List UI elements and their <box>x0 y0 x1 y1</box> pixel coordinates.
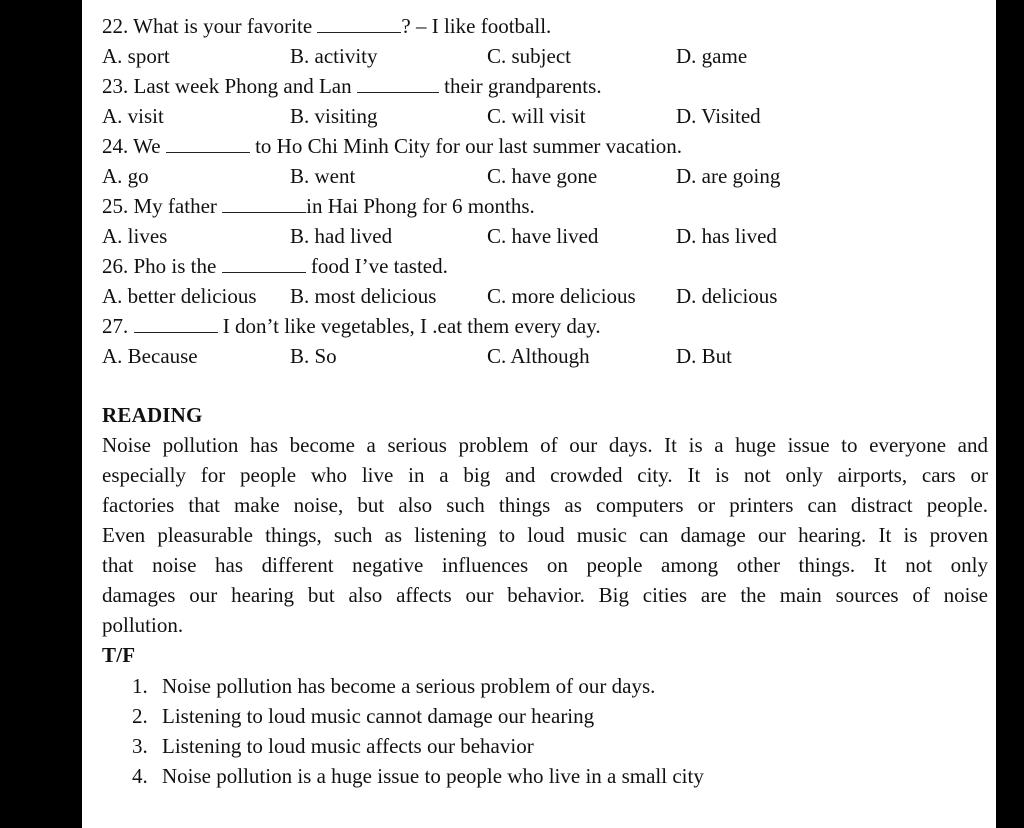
answer-blank <box>222 255 306 273</box>
answer-blank <box>357 75 439 93</box>
option-b: B. visiting <box>290 104 378 128</box>
options-23 <box>102 102 982 130</box>
tf-statement: Listening to loud music affects our behavior <box>162 734 534 758</box>
answer-blank <box>317 15 401 33</box>
tf-item <box>132 702 594 730</box>
question-24 <box>102 132 682 160</box>
question-text-end: to Ho Chi Minh City for our last summer vacation. <box>249 134 683 158</box>
question-text-start: 24. We <box>102 134 166 158</box>
question-text-end: ? – I like football. <box>401 14 552 38</box>
tf-number: 1. <box>132 674 148 698</box>
options-25 <box>102 222 982 250</box>
options-24 <box>102 162 982 190</box>
answer-blank <box>134 315 218 333</box>
question-27 <box>102 312 601 340</box>
option-d: D. delicious <box>676 284 778 308</box>
option-c: C. more delicious <box>487 284 636 308</box>
reading-passage <box>102 430 988 640</box>
question-text-end: food I’ve tasted. <box>305 254 448 278</box>
options-26 <box>102 282 982 310</box>
question-text-end: in Hai Phong for 6 months. <box>306 194 535 218</box>
option-b: B. went <box>290 164 356 188</box>
option-b: B. So <box>290 344 337 368</box>
option-d: D. Visited <box>676 104 761 128</box>
option-d: D. has lived <box>676 224 777 248</box>
question-text-end: their grandparents. <box>438 74 602 98</box>
tf-number: 3. <box>132 734 148 758</box>
option-b: B. had lived <box>290 224 393 248</box>
passage-line: especially for people who live in a big and crowded city. It is not only airports, cars or <box>102 463 988 487</box>
option-c: C. Although <box>487 344 590 368</box>
tf-statement: Noise pollution is a huge issue to people who live in a small city <box>162 764 704 788</box>
passage-line: Noise pollution has become a serious problem of our days. It is a huge issue to everyone and <box>102 433 988 457</box>
question-text-start: 27. <box>102 314 134 338</box>
tf-statement: Listening to loud music cannot damage our hearing <box>162 704 595 728</box>
passage-line: pollution. <box>102 613 184 637</box>
option-d: D. game <box>676 44 748 68</box>
option-a: A. visit <box>102 104 164 128</box>
option-c: C. have lived <box>487 224 599 248</box>
answer-blank <box>166 135 250 153</box>
question-text-start: 23. Last week Phong and Lan <box>102 74 357 98</box>
option-b: B. most delicious <box>290 284 437 308</box>
tf-item <box>132 732 534 760</box>
option-d: D. are going <box>676 164 781 188</box>
option-a: A. Because <box>102 344 198 368</box>
tf-statement: Noise pollution has become a serious problem of our days. <box>162 674 656 698</box>
passage-line: that noise has different negative influences on people among other things. It not only <box>102 553 988 577</box>
question-25 <box>102 192 535 220</box>
document-page <box>82 0 996 828</box>
passage-line: factories that make noise, but also such things as computers or printers can distract people. <box>102 493 988 517</box>
option-c: C. subject <box>487 44 571 68</box>
question-text-start: 25. My father <box>102 194 223 218</box>
option-b: B. activity <box>290 44 378 68</box>
tf-number: 2. <box>132 704 148 728</box>
options-22 <box>102 42 982 70</box>
tf-number: 4. <box>132 764 148 788</box>
passage-line: Even pleasurable things, such as listening to loud music can damage our hearing. It is proven <box>102 523 988 547</box>
option-a: A. sport <box>102 44 170 68</box>
options-27 <box>102 342 982 370</box>
tf-item <box>132 672 655 700</box>
reading-heading: READING <box>102 403 203 427</box>
passage-line: damages our hearing but also affects our behavior. Big cities are the main sources of noise <box>102 583 988 607</box>
question-text-start: 22. What is your favorite <box>102 14 318 38</box>
question-text-end: I don’t like vegetables, I .eat them every day. <box>217 314 601 338</box>
option-a: A. better delicious <box>102 284 257 308</box>
option-a: A. lives <box>102 224 168 248</box>
question-26 <box>102 252 448 280</box>
tf-item <box>132 762 704 790</box>
tf-heading: T/F <box>102 643 136 667</box>
question-text-start: 26. Pho is the <box>102 254 222 278</box>
option-c: C. will visit <box>487 104 586 128</box>
question-22 <box>102 12 551 40</box>
option-a: A. go <box>102 164 149 188</box>
question-23 <box>102 72 602 100</box>
option-d: D. But <box>676 344 733 368</box>
option-c: C. have gone <box>487 164 598 188</box>
answer-blank <box>222 195 306 213</box>
